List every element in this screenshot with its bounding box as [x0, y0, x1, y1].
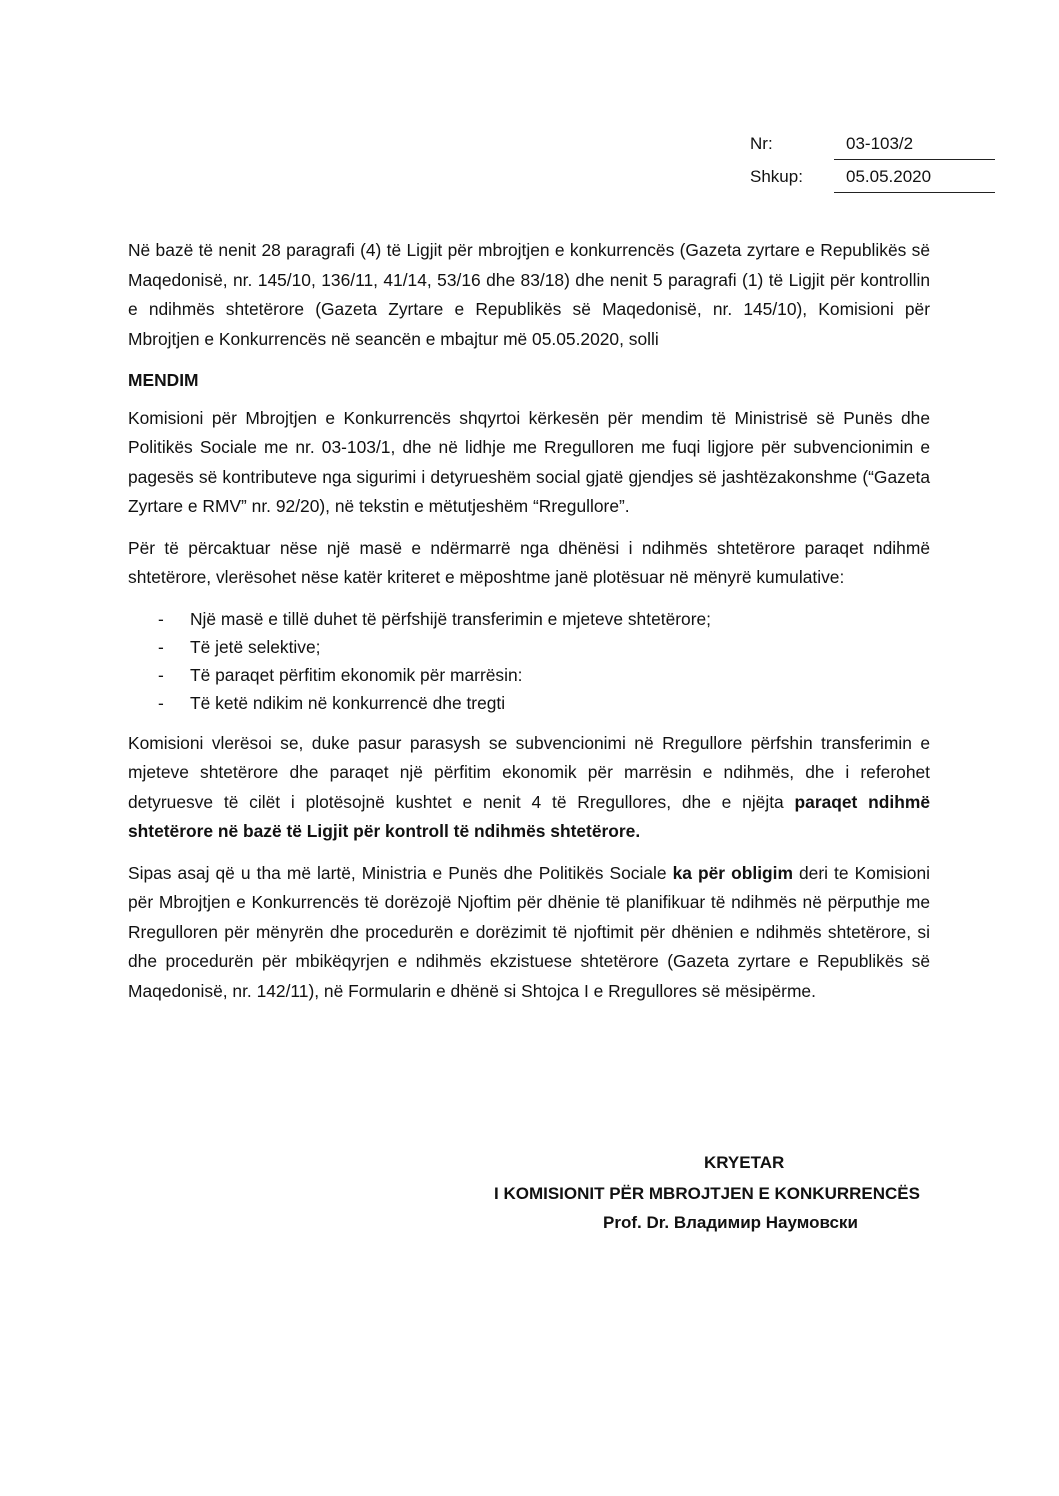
paragraph-obligation [128, 859, 930, 1007]
date-row [750, 163, 995, 196]
date-value: 05.05.2020 [834, 167, 995, 193]
document-heading: MENDIM [128, 370, 199, 390]
signature-organization: I KOMISIONIT PËR MBROJTJEN E KONKURRENCËS [494, 1184, 920, 1203]
number-value: 03-103/2 [834, 134, 995, 160]
obligation-emphasis: ka për obligim [672, 862, 793, 883]
list-item: - Të paraqet përfitim ekonomik për marrësin: [128, 661, 930, 689]
signature-title: KRYETAR [704, 1153, 785, 1172]
paragraph-criteria-intro: Për të përcaktuar nëse një masë e ndërmarrë nga dhënësi i ndihmës shtetërore paraqet ndihmë shtetërore, vlerësohet nëse katër kriteret e mëposhtme janë plotësuar në mënyrë kumulative: [128, 537, 930, 587]
intro-paragraph: Në bazë të nenit 28 paragrafi (4) të Ligjit për mbrojtjen e konkurrencës (Gazeta zyrtare e Republikës së Maqedonisë, nr. 145/10, 136/11, 41/14, 53/16 dhe 83/18) dhe nenit 5 paragrafi (1) të Ligjit për kontrollin e ndihmës shtetërore (Gazeta Zyrtare e Republikës së Maqedonisë, nr. 145/10), Komisioni për Mbrojtjen e Konkurrencës në seancën e mbajtur më 05.05.2020, solli [128, 240, 930, 349]
obligation-text-start: Sipas asaj që u tha më lartë, Ministria e Punës dhe Politikës Sociale [128, 862, 673, 883]
document-header [750, 130, 995, 196]
place-label: Shkup: [750, 167, 803, 186]
assessment-conclusion: paraqet ndihmë shtetërore në bazë të Ligjit për kontroll të ndihmës shtetërore. [128, 791, 930, 841]
obligation-text-end: deri te Komisioni për Mbrojtjen e Konkurrencës të dorëzojë Njoftim për dhënie të planifikuar të ndihmës në përputhje me Rregulloren për mënyrën dhe procedurën e dorëzimit të njoftimit për dhënien e ndihmës shtetërore, si dhe procedurën për mbikëqyrjen e ndihmës ekzistuese shtetërore (Gazeta zyrtare e Republikës së Maqedonisë, nr. 142/11), në Formularin e dhënë si Shtojca I e Rregullores së mësipërme. [128, 862, 930, 1001]
number-row [750, 130, 995, 163]
paragraph-request: Komisioni për Mbrojtjen e Konkurrencës shqyrtoi kërkesën për mendim të Ministrisë së Punës dhe Politikës Sociale me nr. 03-103/1, dhe në lidhje me Rregulloren me fuqi ligjore për subvencionimin e pagesës së kontributeve nga sigurimi i detyrueshëm social gjatë gjendjes së jashtëzakonshme (“Gazeta Zyrtare e RMV” nr. 92/20), në tekstin e mëtutjeshëm “Rregullore”. [128, 407, 930, 516]
list-item: - Të jetë selektive; [128, 633, 930, 661]
list-item: - Një masë e tillë duhet të përfshijë transferimin e mjeteve shtetërore; [128, 605, 930, 633]
number-label: Nr: [750, 134, 773, 153]
list-item: - Të ketë ndikim në konkurrencë dhe tregti [128, 689, 930, 717]
assessment-text: Komisioni vlerësoi se, duke pasur parasysh se subvencionimi në Rregullore përfshin transferimin e mjeteve shtetërore dhe paraqet një përfitim ekonomik për marrësin e ndihmës, dhe i referohet detyruesve të cilët i plotësojnë kushtet e nenit 4 të Rregullores, dhe e njëjta [128, 732, 930, 812]
paragraph-assessment [128, 729, 930, 847]
criteria-list [128, 605, 930, 717]
document-body [128, 236, 930, 1006]
signature-name: Prof. Dr. Владимир Наумовски [603, 1213, 858, 1232]
